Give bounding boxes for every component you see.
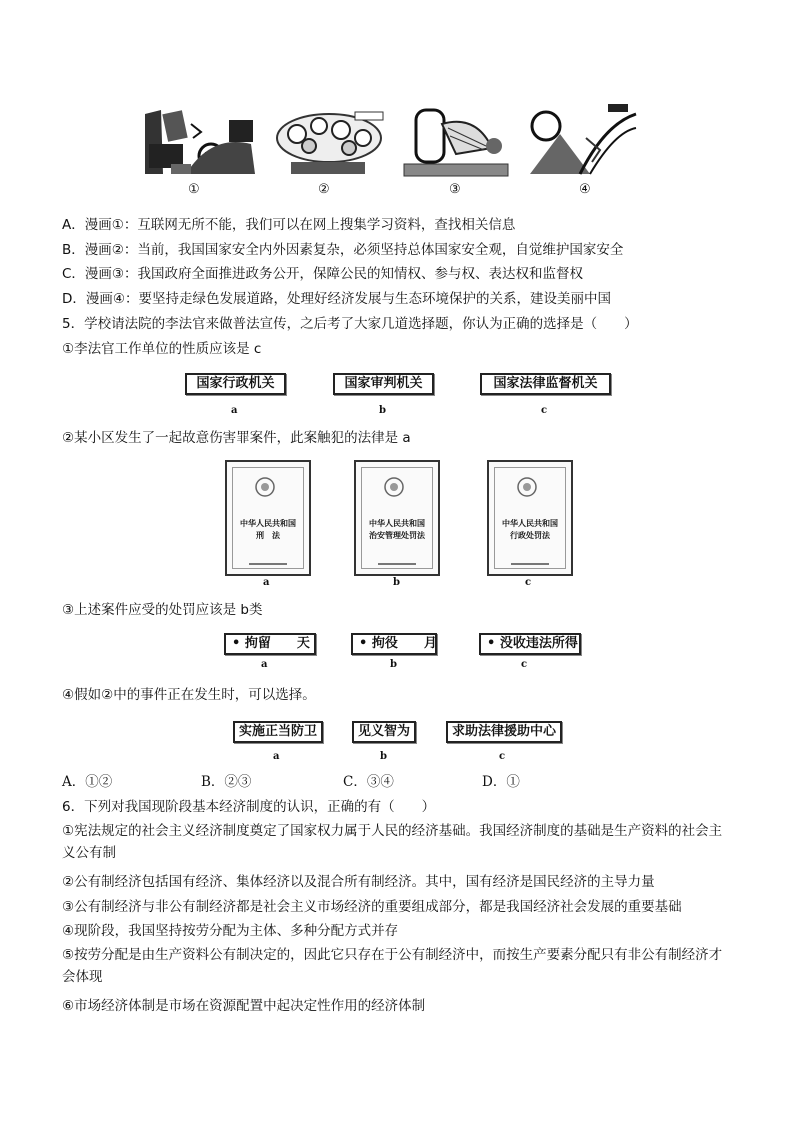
q5-box4-b-label: b xyxy=(380,751,387,762)
q5-box4-c: 求助法律援助中心 xyxy=(446,721,562,743)
q6-item-3: ③公有制经济与非公有制经济都是社会主义市场经济的重要组成部分，都是我国经济社会发展的重要基础 xyxy=(62,899,682,915)
q5-box1-c: 国家法律监督机关 xyxy=(480,373,611,395)
comic-1-image xyxy=(141,104,259,180)
comic-1-number: ① xyxy=(188,182,200,197)
comic-4-image xyxy=(520,104,638,180)
q5-box4-c-label: c xyxy=(499,751,506,762)
q5-box3-c-label: c xyxy=(521,659,528,670)
comic-4-number: ④ xyxy=(579,182,591,197)
q5-box1-a: 国家行政机关 xyxy=(185,373,286,395)
book-a-line1: 中华人民共和国 xyxy=(240,519,296,528)
q5-sub-4: ④假如②中的事件正在发生时，可以选择。 xyxy=(62,687,316,703)
national-emblem-icon xyxy=(383,476,405,498)
book-a-label: a xyxy=(263,577,270,588)
q4-option-d: D．漫画④：要坚持走绿色发展道路，处理好经济发展与生态环境保护的关系，建设美丽中国 xyxy=(62,291,611,307)
book-b-label: b xyxy=(393,577,400,588)
book-criminal-law xyxy=(225,460,311,576)
book-administrative-penalty-law xyxy=(487,460,573,576)
q5-sub-3: ③上述案件应受的处罚应该是 b类 xyxy=(62,602,263,618)
q5-box4-a: 实施正当防卫 xyxy=(233,721,323,743)
book-public-security-law xyxy=(354,460,440,576)
q5-box1-a-label: a xyxy=(231,405,238,416)
q5-box1-b: 国家审判机关 xyxy=(333,373,434,395)
national-emblem-icon xyxy=(254,476,276,498)
q6-stem: 6．下列对我国现阶段基本经济制度的认识，正确的有（ ） xyxy=(62,799,436,815)
q5-option-c: C．③④ xyxy=(343,774,394,790)
q5-box1-b-label: b xyxy=(379,405,386,416)
q5-box1-c-label: c xyxy=(541,405,548,416)
q5-option-b: B．②③ xyxy=(201,774,252,790)
q5-box3-a: • 拘留 天 xyxy=(224,633,316,655)
comic-3-number: ③ xyxy=(449,182,461,197)
book-c-line1: 中华人民共和国 xyxy=(502,519,558,528)
q6-item-5: ⑤按劳分配是由生产资料公有制决定的，因此它只存在于公有制经济中，而按生产要素分配只有非公有制经济才会体现 xyxy=(62,947,723,985)
q5-box4-b: 见义智为 xyxy=(352,721,416,743)
book-a-line2: 刑 法 xyxy=(256,531,280,540)
comic-2-image xyxy=(269,104,387,180)
q5-box3-b-label: b xyxy=(390,659,397,670)
q5-box3-a-label: a xyxy=(261,659,268,670)
book-b-line1: 中华人民共和国 xyxy=(369,519,425,528)
q4-option-b: B．漫画②：当前，我国国家安全内外因素复杂，必须坚持总体国家安全观，自觉维护国家安全 xyxy=(62,242,624,258)
q5-box3-c: • 没收违法所得 xyxy=(479,633,581,655)
national-emblem-icon xyxy=(516,476,538,498)
q5-sub-2: ②某小区发生了一起故意伤害罪案件，此案触犯的法律是 a xyxy=(62,430,411,446)
book-b-line2: 治安管理处罚法 xyxy=(369,531,425,540)
q5-box4-a-label: a xyxy=(273,751,280,762)
q4-option-c: C．漫画③：我国政府全面推进政务公开，保障公民的知情权、参与权、表达权和监督权 xyxy=(62,266,584,282)
q6-item-4: ④现阶段，我国坚持按劳分配为主体、多种分配方式并存 xyxy=(62,923,399,939)
q4-option-a: A．漫画①：互联网无所不能，我们可以在网上搜集学习资料，查找相关信息 xyxy=(62,217,516,233)
q5-sub-1: ①李法官工作单位的性质应该是 c xyxy=(62,341,262,357)
book-c-label: c xyxy=(525,577,532,588)
q6-item-6: ⑥市场经济体制是市场在资源配置中起决定性作用的经济体制 xyxy=(62,998,426,1014)
comic-2-number: ② xyxy=(318,182,330,197)
q5-option-a: A．①② xyxy=(62,774,113,790)
q6-item-2: ②公有制经济包括国有经济、集体经济以及混合所有制经济。其中，国有经济是国民经济的主导力量 xyxy=(62,874,655,890)
q5-option-d: D．① xyxy=(482,774,520,790)
book-c-line2: 行政处罚法 xyxy=(510,531,550,540)
comic-3-image xyxy=(396,104,514,180)
q5-stem: 5．学校请法院的李法官来做普法宣传，之后考了大家几道选择题，你认为正确的选择是（ ） xyxy=(62,316,638,332)
q5-box3-b: • 拘役 月 xyxy=(351,633,437,655)
q6-item-1: ①宪法规定的社会主义经济制度奠定了国家权力属于人民的经济基础。我国经济制度的基础是生产资料的社会主义公有制 xyxy=(62,823,723,861)
